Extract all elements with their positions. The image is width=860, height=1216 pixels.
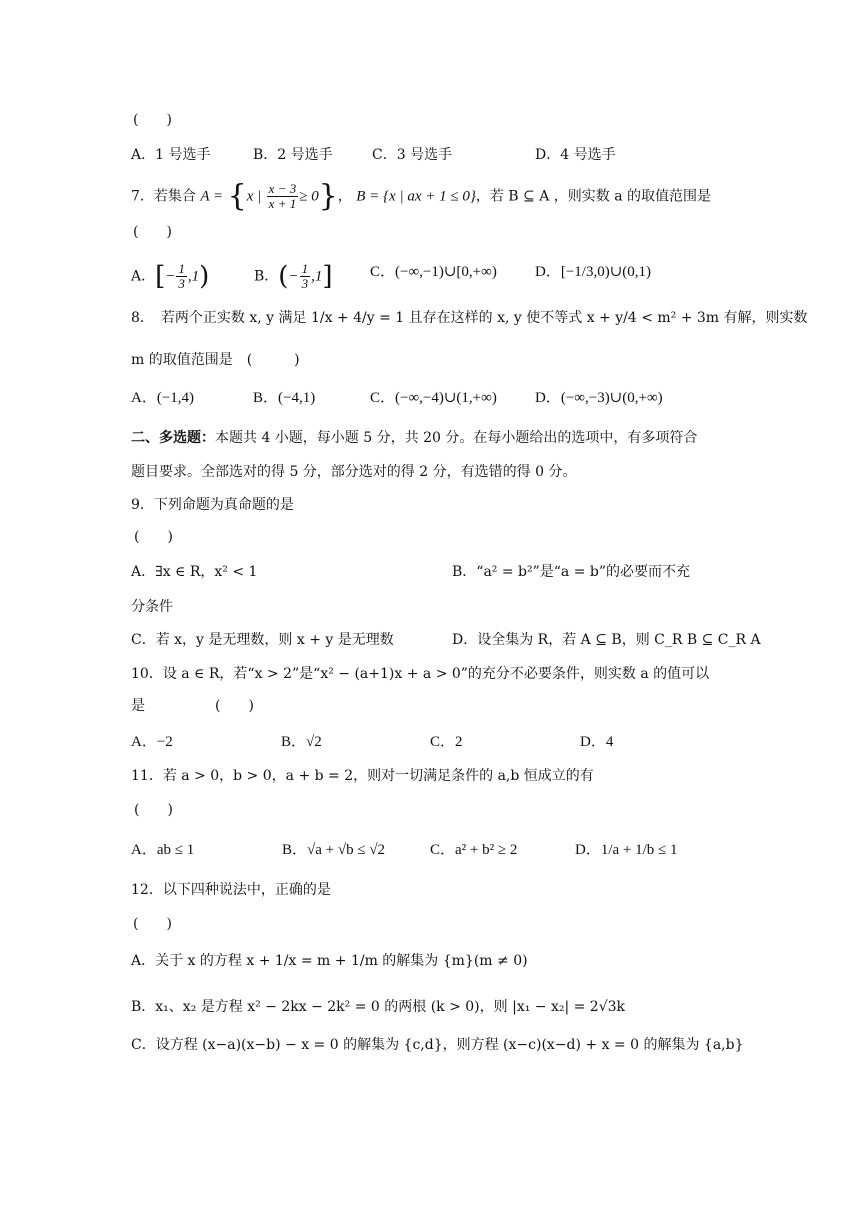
q10-option-b: B．√2 bbox=[281, 734, 322, 750]
q12-stem: 12．以下四种说法中，正确的是 bbox=[131, 882, 331, 898]
q7-option-b: B．(− $\frac{1}{3}$ ,1] bbox=[254, 261, 333, 292]
q7-option-a: A．[− $\frac{1}{3}$ ,1) bbox=[131, 261, 210, 292]
q11-option-a: A．ab ≤ 1 bbox=[131, 842, 195, 858]
q7-option-d: D．[−1/3,0)∪(0,1) bbox=[535, 264, 652, 280]
q11-option-d: D．1/a + 1/b ≤ 1 bbox=[575, 842, 678, 858]
q7-set-a-label: A = bbox=[200, 188, 224, 205]
section-2-title: 二、多选题： bbox=[131, 430, 215, 446]
q6-paren: ( ) bbox=[133, 112, 172, 128]
q9-option-c: C．若 x，y 是无理数，则 x + y 是无理数 bbox=[131, 632, 394, 648]
q10-option-c: C．2 bbox=[430, 734, 463, 750]
q8-option-d: D．(−∞,−3)∪(0,+∞) bbox=[535, 390, 663, 406]
q6-option-b: B．2 号选手 bbox=[253, 147, 333, 163]
q9-option-a: A．∃x ∈ R，x² < 1 bbox=[131, 564, 258, 580]
q8-option-c: C．(−∞,−4)∪(1,+∞) bbox=[370, 390, 497, 406]
q8-line-1: 8． 若两个正实数 x, y 满足 1/x + 4/y = 1 且存在这样的 x, y 使不等式 x + y/4 < m² + 3m 有解，则实数 bbox=[131, 310, 808, 326]
q10-line-2: 是 ( ) bbox=[131, 698, 254, 714]
q7-stem: 7．若集合 A = {x | $\frac{x - 3}{x + 1}$ ≥ 0}， B = {x | ax + 1 ≤ 0}，若 B ⊆ A ，则实数 a 的取值范围是 bbox=[131, 178, 712, 214]
q10-option-a: A．−2 bbox=[131, 734, 173, 750]
section-2-instructions-1: 本题共 4 小题，每小题 5 分，共 20 分。在每小题给出的选项中，有多项符合 bbox=[215, 430, 698, 446]
q12-option-a: A．关于 x 的方程 x + 1/x = m + 1/m 的解集为 {m}(m ≠ 0) bbox=[131, 953, 528, 969]
q11-paren: ( ) bbox=[134, 802, 173, 818]
q7-suffix: ，若 B ⊆ A ，则实数 a 的取值范围是 bbox=[475, 188, 712, 205]
q11-option-c: C．a² + b² ≥ 2 bbox=[430, 842, 518, 858]
q7-prefix: 7．若集合 bbox=[131, 188, 196, 205]
q7-paren: ( ) bbox=[133, 224, 172, 240]
q6-option-c: C．3 号选手 bbox=[372, 147, 453, 163]
q9-option-b-continued: 分条件 bbox=[131, 599, 173, 615]
q9-option-d: D．设全集为 R，若 A ⊆ B，则 C_R B ⊆ C_R A bbox=[452, 632, 761, 648]
q11-stem: 11．若 a > 0，b > 0，a + b = 2，则对一切满足条件的 a,b 恒成立的有 bbox=[131, 768, 594, 784]
q9-stem: 9．下列命题为真命题的是 bbox=[131, 497, 294, 513]
q7-option-c: C．(−∞,−1)∪[0,+∞) bbox=[370, 264, 497, 280]
q10-option-d: D．4 bbox=[580, 734, 614, 750]
q7-fraction: $\frac{x - 3}{x + 1}$ bbox=[268, 181, 297, 211]
q9-option-b: B．“a² = b²”是“a = b”的必要而不充 bbox=[452, 564, 691, 580]
q10-line-1: 10．设 a ∈ R，若“x > 2”是“x² − (a+1)x + a > 0”的充分不必要条件，则实数 a 的值可以 bbox=[131, 666, 710, 682]
q8-option-b: B．(−4,1) bbox=[253, 390, 316, 406]
section-2-heading bbox=[131, 428, 697, 448]
q8-option-a: A．(−1,4) bbox=[131, 390, 195, 406]
section-2-instructions-2: 题目要求。全部选对的得 5 分，部分选对的得 2 分，有选错的得 0 分。 bbox=[131, 464, 577, 480]
q12-paren: ( ) bbox=[133, 916, 172, 932]
q9-paren: ( ) bbox=[134, 529, 173, 545]
q6-option-d: D．4 号选手 bbox=[535, 147, 616, 163]
q8-line-2: m 的取值范围是 ( ) bbox=[131, 352, 300, 368]
q7-set-b: B = {x | ax + 1 ≤ 0} bbox=[356, 188, 476, 205]
q12-option-b: B．x₁、x₂ 是方程 x² − 2kx − 2k² = 0 的两根 (k > 0)，则 |x₁ − x₂| = 2√3k bbox=[131, 999, 626, 1015]
q12-option-c: C．设方程 (x−a)(x−b) − x = 0 的解集为 {c,d}，则方程 (x−c)(x−d) + x = 0 的解集为 {a,b} bbox=[131, 1037, 744, 1053]
q6-option-a: A．1 号选手 bbox=[131, 147, 211, 163]
q11-option-b: B．√a + √b ≤ √2 bbox=[282, 842, 386, 858]
